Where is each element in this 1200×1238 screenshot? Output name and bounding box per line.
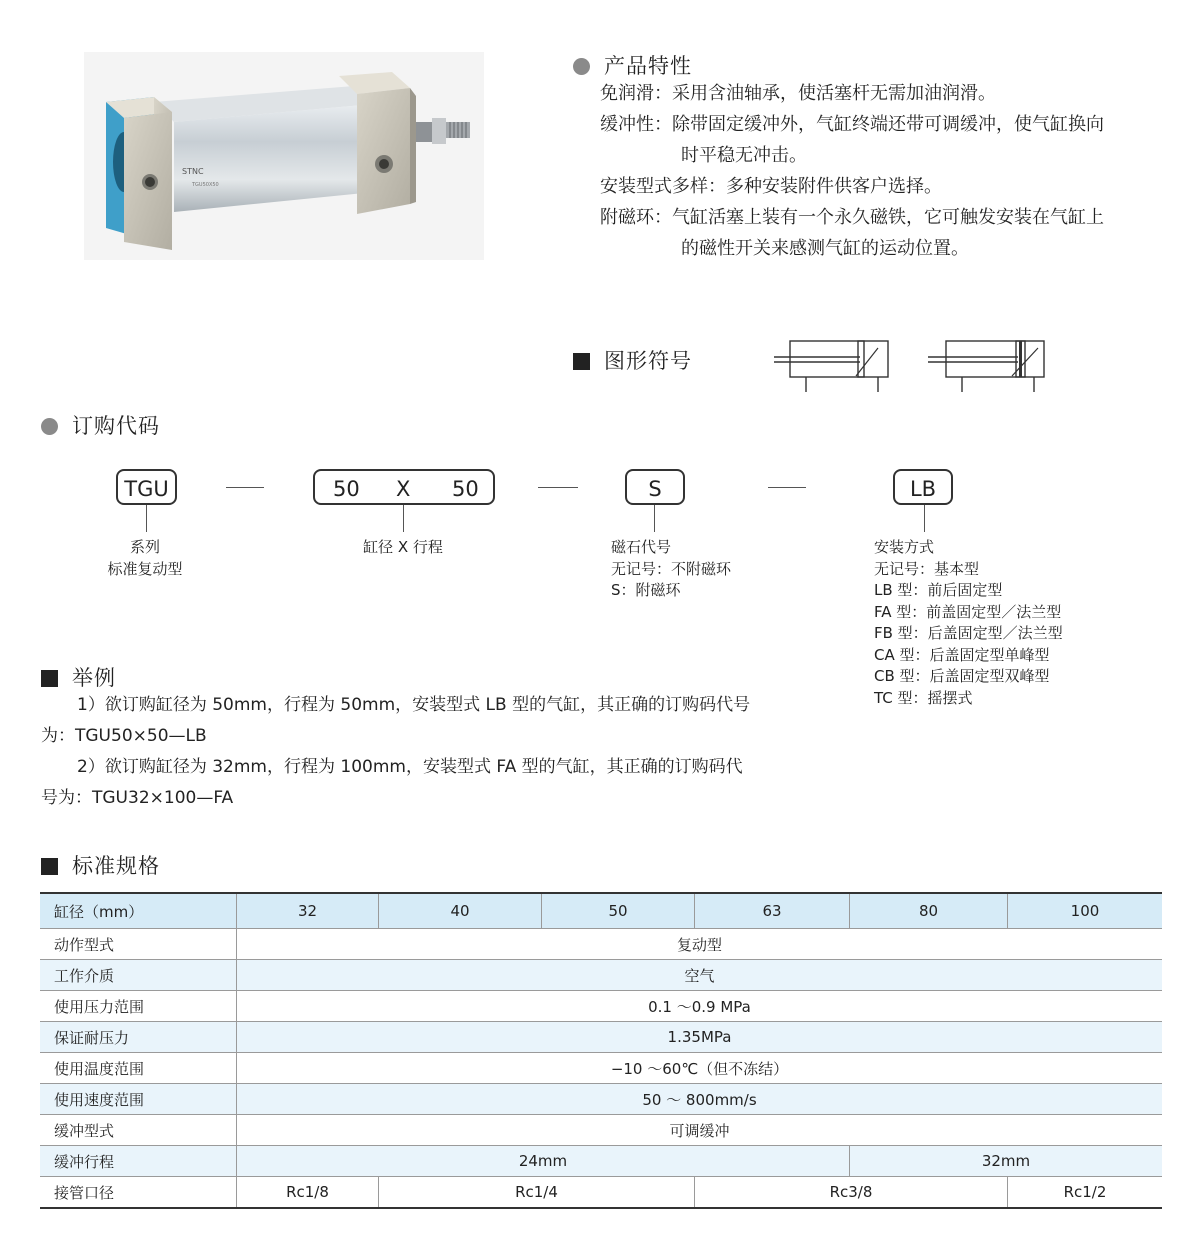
features-title-text: 产品特性 <box>604 54 692 78</box>
spec-table <box>40 892 1162 1209</box>
table-row <box>40 1022 1162 1053</box>
code-dash <box>226 487 264 488</box>
code-leader <box>403 505 404 532</box>
magnet-desc: 磁石代号 无记号：不附磁环 S：附磁环 <box>611 538 732 599</box>
code-x: X <box>396 477 411 501</box>
table-cell: Rc1/4 <box>379 1177 695 1209</box>
example-line: 2）欲订购缸径为 32mm，行程为 100mm，安装型式 FA 型的气缸，其正确的订购码代 <box>77 757 743 777</box>
table-cell: Rc3/8 <box>695 1177 1008 1209</box>
example-line: 号为：TGU32×100—FA <box>41 788 234 808</box>
feature-item-cont: 的磁性开关来感测气缸的运动位置。 <box>681 238 969 259</box>
symbol-title <box>573 345 692 375</box>
code-leader <box>146 505 147 532</box>
code-bore: 50 <box>333 477 360 501</box>
table-cell: 100 <box>1008 893 1163 929</box>
code-leader <box>654 505 655 532</box>
feature-item-cont: 时平稳无冲击。 <box>681 145 807 166</box>
table-row <box>40 1053 1162 1084</box>
table-cell-label: 缓冲行程 <box>40 1146 237 1177</box>
code-box-magnet: S <box>625 469 685 505</box>
table-header-row <box>40 893 1162 929</box>
features-list <box>600 78 1180 264</box>
order-title-text: 订购代码 <box>72 414 160 438</box>
table-cell: Rc1/2 <box>1008 1177 1163 1209</box>
table-row <box>40 929 1162 960</box>
table-cell-label: 缓冲型式 <box>40 1115 237 1146</box>
table-cell: 1.35MPa <box>237 1022 1163 1053</box>
table-cell-label: 使用温度范围 <box>40 1053 237 1084</box>
example-title <box>41 662 116 692</box>
features-title <box>573 50 692 80</box>
series-desc: 系列 标准复动型 <box>107 538 183 578</box>
table-cell: 50 <box>542 893 695 929</box>
table-cell: 空气 <box>237 960 1163 991</box>
feature-item: 安装型式多样：多种安装附件供客户选择。 <box>600 176 942 197</box>
code-box-size <box>313 469 495 505</box>
table-cell: 50 ～ 800mm/s <box>237 1084 1163 1115</box>
example-line: 1）欲订购缸径为 50mm，行程为 50mm，安装型式 LB 型的气缸，其正确的订购码代号 <box>77 695 751 715</box>
table-cell: 可调缓冲 <box>237 1115 1163 1146</box>
code-dash <box>768 487 806 488</box>
size-desc: 缸径 X 行程 <box>363 538 443 556</box>
code-box-series: TGU <box>116 469 177 505</box>
table-cell-label: 接管口径 <box>40 1177 237 1209</box>
code-stroke: 50 <box>452 477 479 501</box>
table-cell: 80 <box>850 893 1008 929</box>
bullet-icon <box>573 58 590 75</box>
mount-desc: 安装方式 无记号：基本型 LB 型：前后固定型 FA 型：前盖固定型／法兰型 FB 型：后盖固定型／法兰型 CA 型：后盖固定型单峰型 CB 型：后盖固定型双峰型 TC 型：摇摆式 <box>874 538 1063 707</box>
code-box-mount: LB <box>893 469 953 505</box>
table-cell: 复动型 <box>237 929 1163 960</box>
table-cell: Rc1/8 <box>237 1177 379 1209</box>
table-cell-label: 保证耐压力 <box>40 1022 237 1053</box>
code-leader <box>924 505 925 532</box>
example-line: 为：TGU50×50—LB <box>41 726 207 746</box>
table-row <box>40 1084 1162 1115</box>
table-cell: 32mm <box>850 1146 1163 1177</box>
table-cell: 40 <box>379 893 542 929</box>
product-image <box>84 52 484 260</box>
table-cell-label: 缸径（mm） <box>40 893 237 929</box>
bullet-icon <box>41 418 58 435</box>
code-dash <box>538 487 578 488</box>
bullet-square-icon <box>573 353 590 370</box>
table-cell: 0.1 ～0.9 MPa <box>237 991 1163 1022</box>
table-cell-label: 使用速度范围 <box>40 1084 237 1115</box>
feature-item: 缓冲性：除带固定缓冲外，气缸终端还带可调缓冲，使气缸换向 <box>600 114 1104 135</box>
table-row <box>40 1177 1162 1209</box>
symbol-title-text: 图形符号 <box>604 349 692 373</box>
svg-text:TGU50X50: TGU50X50 <box>192 182 219 188</box>
feature-item: 免润滑：采用含油轴承，使活塞杆无需加油润滑。 <box>600 83 996 104</box>
table-cell-label: 工作介质 <box>40 960 237 991</box>
example-title-text: 举例 <box>72 666 116 690</box>
table-row <box>40 1115 1162 1146</box>
table-row <box>40 1146 1162 1177</box>
bullet-square-icon <box>41 670 58 687</box>
product-brand: STNC <box>182 167 204 176</box>
table-row <box>40 991 1162 1022</box>
cylinder-symbol-icon <box>772 336 892 394</box>
feature-item: 附磁环：气缸活塞上装有一个永久磁铁，它可触发安装在气缸上 <box>600 207 1104 228</box>
table-cell: 24mm <box>237 1146 850 1177</box>
table-cell: 32 <box>237 893 379 929</box>
table-row <box>40 960 1162 991</box>
bullet-square-icon <box>41 858 58 875</box>
order-title <box>41 410 160 440</box>
table-cell: −10 ～60℃（但不冻结） <box>237 1053 1163 1084</box>
cylinder-magnet-symbol-icon <box>926 336 1050 394</box>
example-text <box>41 690 841 814</box>
table-cell: 63 <box>695 893 850 929</box>
spec-title <box>41 850 160 880</box>
spec-title-text: 标准规格 <box>72 854 160 878</box>
table-cell-label: 动作型式 <box>40 929 237 960</box>
table-cell-label: 使用压力范围 <box>40 991 237 1022</box>
